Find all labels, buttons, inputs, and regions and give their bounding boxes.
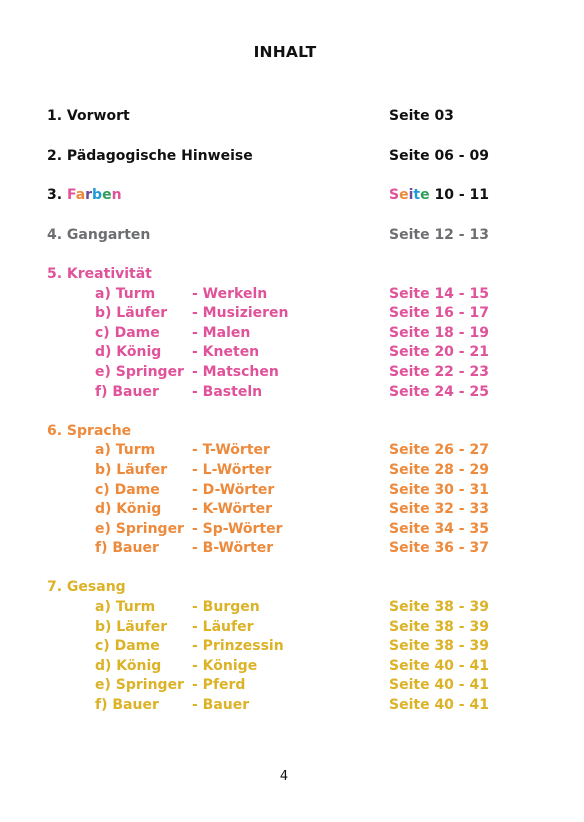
- item-pages: Seite 34 - 35: [389, 521, 489, 537]
- colored-letter: F: [66, 187, 76, 203]
- toc-item: [0, 636, 584, 656]
- item-piece: a) Turm: [95, 286, 156, 302]
- item-activity: - B-Wörter: [192, 540, 274, 556]
- item-pages: Seite 26 - 27: [389, 442, 489, 458]
- item-activity: - Könige: [192, 658, 258, 674]
- toc-item: [0, 656, 584, 676]
- toc-chapter-sprache: [0, 421, 584, 441]
- item-piece: e) Springer: [95, 521, 184, 537]
- colored-letter: i: [408, 187, 414, 203]
- chapter-label: 1. Vorwort: [47, 108, 130, 124]
- chapter-number: 3.: [47, 187, 63, 203]
- chapter-pages: Seite 06 - 09: [389, 148, 489, 164]
- item-activity: - Werkeln: [192, 286, 268, 302]
- item-pages: Seite 22 - 23: [389, 364, 489, 380]
- toc-item: [0, 323, 584, 343]
- item-pages: Seite 16 - 17: [389, 305, 489, 321]
- item-piece: a) Turm: [95, 442, 156, 458]
- colored-letter: S: [389, 187, 400, 203]
- colored-letter: e: [102, 187, 112, 203]
- toc-chapter-gesang: [0, 577, 584, 597]
- chapter-label: 7. Gesang: [47, 579, 126, 595]
- chapter-pages: Seite 12 - 13: [389, 227, 489, 243]
- item-activity: - Sp-Wörter: [192, 521, 283, 537]
- item-piece: b) Läufer: [95, 619, 168, 635]
- toc-item: [0, 538, 584, 558]
- colored-letter: e: [399, 187, 409, 203]
- item-piece: d) König: [95, 658, 162, 674]
- toc-item: [0, 597, 584, 617]
- item-piece: c) Dame: [95, 325, 160, 341]
- farben-multicolor-word: [67, 187, 122, 203]
- colored-letter: a: [75, 187, 86, 203]
- toc-item: [0, 675, 584, 695]
- chapter-label: [47, 185, 122, 205]
- toc-chapter-kreativitaet: [0, 264, 584, 284]
- toc-chapter-hinweise: [0, 146, 584, 166]
- toc-item: [0, 440, 584, 460]
- colored-letter: b: [92, 187, 103, 203]
- toc-item: [0, 303, 584, 323]
- page-number: 4: [279, 769, 289, 784]
- item-activity: - Läufer: [192, 619, 254, 635]
- toc-item: [0, 284, 584, 304]
- item-pages: Seite 40 - 41: [389, 697, 489, 713]
- chapter-pages: [389, 185, 489, 205]
- item-pages: Seite 18 - 19: [389, 325, 489, 341]
- item-pages: Seite 40 - 41: [389, 658, 489, 674]
- item-pages: Seite 38 - 39: [389, 599, 489, 615]
- item-activity: - Matschen: [192, 364, 279, 380]
- chapter-label: 6. Sprache: [47, 423, 132, 439]
- chapter-label: 2. Pädagogische Hinweise: [47, 148, 253, 164]
- page-title: INHALT: [253, 43, 317, 61]
- item-piece: d) König: [95, 501, 162, 517]
- toc-item: [0, 342, 584, 362]
- item-pages: Seite 28 - 29: [389, 462, 489, 478]
- toc-item: [0, 480, 584, 500]
- item-piece: b) Läufer: [95, 462, 168, 478]
- item-piece: d) König: [95, 344, 162, 360]
- toc-chapter-farben: [0, 185, 584, 205]
- colored-letter: r: [85, 187, 93, 203]
- item-piece: f) Bauer: [95, 384, 159, 400]
- item-pages: Seite 36 - 37: [389, 540, 489, 556]
- item-activity: - Pferd: [192, 677, 246, 693]
- toc-item: [0, 362, 584, 382]
- item-piece: b) Läufer: [95, 305, 168, 321]
- item-activity: - D-Wörter: [192, 482, 275, 498]
- item-pages: Seite 20 - 21: [389, 344, 489, 360]
- item-piece: e) Springer: [95, 364, 184, 380]
- chapter-pages: Seite 03: [389, 108, 454, 124]
- toc-item: [0, 617, 584, 637]
- item-activity: - Basteln: [192, 384, 263, 400]
- item-pages: Seite 32 - 33: [389, 501, 489, 517]
- item-activity: - Bauer: [192, 697, 250, 713]
- item-pages: Seite 30 - 31: [389, 482, 489, 498]
- item-pages: Seite 38 - 39: [389, 638, 489, 654]
- farben-multicolor-seite: [389, 187, 430, 203]
- item-activity: - L-Wörter: [192, 462, 272, 478]
- item-piece: c) Dame: [95, 638, 160, 654]
- item-piece: c) Dame: [95, 482, 160, 498]
- item-activity: - Kneten: [192, 344, 260, 360]
- toc-item: [0, 460, 584, 480]
- colored-letter: n: [111, 187, 122, 203]
- toc-item: [0, 382, 584, 402]
- toc-item: [0, 695, 584, 715]
- toc-item: [0, 499, 584, 519]
- item-pages: Seite 14 - 15: [389, 286, 489, 302]
- item-activity: - T-Wörter: [192, 442, 270, 458]
- chapter-label: 5. Kreativität: [47, 266, 152, 282]
- item-pages: Seite 38 - 39: [389, 619, 489, 635]
- toc-item: [0, 519, 584, 539]
- item-piece: e) Springer: [95, 677, 184, 693]
- item-activity: - Burgen: [192, 599, 260, 615]
- item-activity: - Musizieren: [192, 305, 289, 321]
- item-activity: - Prinzessin: [192, 638, 284, 654]
- item-piece: f) Bauer: [95, 540, 159, 556]
- chapter-label: 4. Gangarten: [47, 227, 151, 243]
- toc-chapter-gangarten: [0, 225, 584, 245]
- item-pages: Seite 40 - 41: [389, 677, 489, 693]
- item-pages: Seite 24 - 25: [389, 384, 489, 400]
- item-activity: - K-Wörter: [192, 501, 273, 517]
- chapter-pages-range: 10 - 11: [429, 187, 490, 203]
- colored-letter: e: [420, 187, 430, 203]
- item-piece: a) Turm: [95, 599, 156, 615]
- item-piece: f) Bauer: [95, 697, 159, 713]
- colored-letter: t: [413, 187, 421, 203]
- toc-chapter-vorwort: [0, 106, 584, 126]
- item-activity: - Malen: [192, 325, 251, 341]
